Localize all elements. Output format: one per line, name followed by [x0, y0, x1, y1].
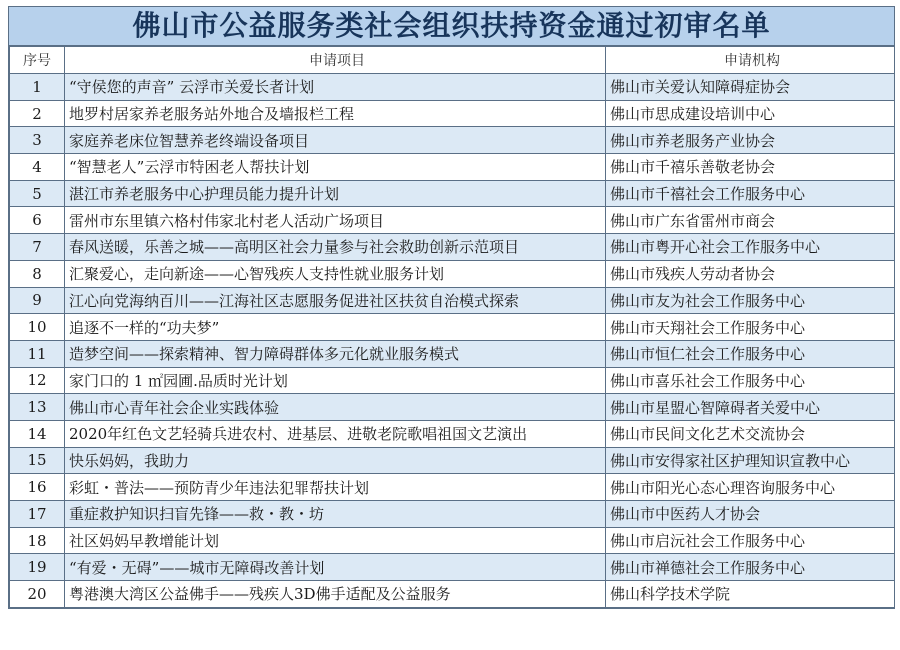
row-index: 20: [10, 581, 65, 608]
row-index: 10: [10, 314, 65, 341]
row-organization: 佛山市千禧乐善敬老协会: [606, 154, 895, 181]
row-index: 9: [10, 287, 65, 314]
row-organization: 佛山市养老服务产业协会: [606, 127, 895, 154]
row-project: 春风送暖，乐善之城——高明区社会力量参与社会救助创新示范项目: [65, 234, 606, 261]
row-index: 15: [10, 447, 65, 474]
row-project: 湛江市养老服务中心护理员能力提升计划: [65, 180, 606, 207]
approval-list-table: [9, 46, 895, 608]
document-sheet: [8, 6, 895, 609]
row-index: 14: [10, 420, 65, 447]
row-organization: 佛山市禅德社会工作服务中心: [606, 554, 895, 581]
table-row: [10, 340, 895, 367]
row-organization: 佛山市启沅社会工作服务中心: [606, 527, 895, 554]
row-organization: 佛山市民间文化艺术交流协会: [606, 420, 895, 447]
document-title: 佛山市公益服务类社会组织扶持资金通过初审名单: [9, 7, 894, 46]
row-index: 12: [10, 367, 65, 394]
row-project: 家庭养老床位智慧养老终端设备项目: [65, 127, 606, 154]
row-organization: 佛山市思成建设培训中心: [606, 100, 895, 127]
table-row: [10, 234, 895, 261]
row-index: 5: [10, 180, 65, 207]
row-index: 3: [10, 127, 65, 154]
table-row: [10, 100, 895, 127]
row-index: 13: [10, 394, 65, 421]
table-row: [10, 394, 895, 421]
row-organization: 佛山市粤开心社会工作服务中心: [606, 234, 895, 261]
table-body: [10, 47, 895, 608]
row-index: 2: [10, 100, 65, 127]
table-row: [10, 501, 895, 528]
row-project: 彩虹・普法——预防青少年违法犯罪帮扶计划: [65, 474, 606, 501]
row-organization: 佛山市恒仁社会工作服务中心: [606, 340, 895, 367]
table-row: [10, 420, 895, 447]
row-organization: 佛山市千禧社会工作服务中心: [606, 180, 895, 207]
row-project: “智慧老人”云浮市特困老人帮扶计划: [65, 154, 606, 181]
row-project: 快乐妈妈，我助力: [65, 447, 606, 474]
table-row: [10, 527, 895, 554]
table-row: [10, 287, 895, 314]
row-organization: 佛山市星盟心智障碍者关爱中心: [606, 394, 895, 421]
table-row: [10, 447, 895, 474]
row-project: 2020年红色文艺轻骑兵进农村、进基层、进敬老院歌唱祖国文艺演出: [65, 420, 606, 447]
row-project: 粤港澳大湾区公益佛手——残疾人3D佛手适配及公益服务: [65, 581, 606, 608]
table-row: [10, 127, 895, 154]
table-row: [10, 367, 895, 394]
table-row: [10, 154, 895, 181]
table-row: [10, 581, 895, 608]
row-project: 江心向党海纳百川——江海社区志愿服务促进社区扶贫自治模式探索: [65, 287, 606, 314]
row-index: 6: [10, 207, 65, 234]
row-project: 地罗村居家养老服务站外地合及墙报栏工程: [65, 100, 606, 127]
row-project: “有爱・无碍”——城市无障碍改善计划: [65, 554, 606, 581]
row-organization: 佛山市安得家社区护理知识宣教中心: [606, 447, 895, 474]
table-header-row: [10, 47, 895, 74]
row-index: 1: [10, 74, 65, 101]
header-index: 序号: [10, 47, 65, 74]
table-row: [10, 554, 895, 581]
row-index: 4: [10, 154, 65, 181]
header-organization: 申请机构: [606, 47, 895, 74]
row-index: 16: [10, 474, 65, 501]
row-organization: 佛山市喜乐社会工作服务中心: [606, 367, 895, 394]
row-project: 家门口的 1 ㎡园圃.品质时光计划: [65, 367, 606, 394]
table-row: [10, 74, 895, 101]
row-project: 重症救护知识扫盲先锋——救・教・坊: [65, 501, 606, 528]
row-project: “守侯您的声音” 云浮市关爱长者计划: [65, 74, 606, 101]
row-index: 11: [10, 340, 65, 367]
row-index: 17: [10, 501, 65, 528]
table-row: [10, 180, 895, 207]
table-row: [10, 474, 895, 501]
row-project: 汇聚爱心，走向新途——心智残疾人支持性就业服务计划: [65, 260, 606, 287]
table-row: [10, 207, 895, 234]
row-organization: 佛山市天翔社会工作服务中心: [606, 314, 895, 341]
row-organization: 佛山科学技术学院: [606, 581, 895, 608]
row-organization: 佛山市中医药人才协会: [606, 501, 895, 528]
row-organization: 佛山市关爱认知障碍症协会: [606, 74, 895, 101]
row-organization: 佛山市友为社会工作服务中心: [606, 287, 895, 314]
row-project: 造梦空间——探索精神、智力障碍群体多元化就业服务模式: [65, 340, 606, 367]
row-index: 7: [10, 234, 65, 261]
row-organization: 佛山市阳光心态心理咨询服务中心: [606, 474, 895, 501]
row-project: 雷州市东里镇六格村伟家北村老人活动广场项目: [65, 207, 606, 234]
table-row: [10, 260, 895, 287]
table-row: [10, 314, 895, 341]
row-project: 社区妈妈早教增能计划: [65, 527, 606, 554]
row-organization: 佛山市广东省雷州市商会: [606, 207, 895, 234]
row-index: 8: [10, 260, 65, 287]
row-project: 追逐不一样的“功夫梦”: [65, 314, 606, 341]
row-organization: 佛山市残疾人劳动者协会: [606, 260, 895, 287]
row-index: 19: [10, 554, 65, 581]
row-project: 佛山市心青年社会企业实践体验: [65, 394, 606, 421]
header-project: 申请项目: [65, 47, 606, 74]
row-index: 18: [10, 527, 65, 554]
